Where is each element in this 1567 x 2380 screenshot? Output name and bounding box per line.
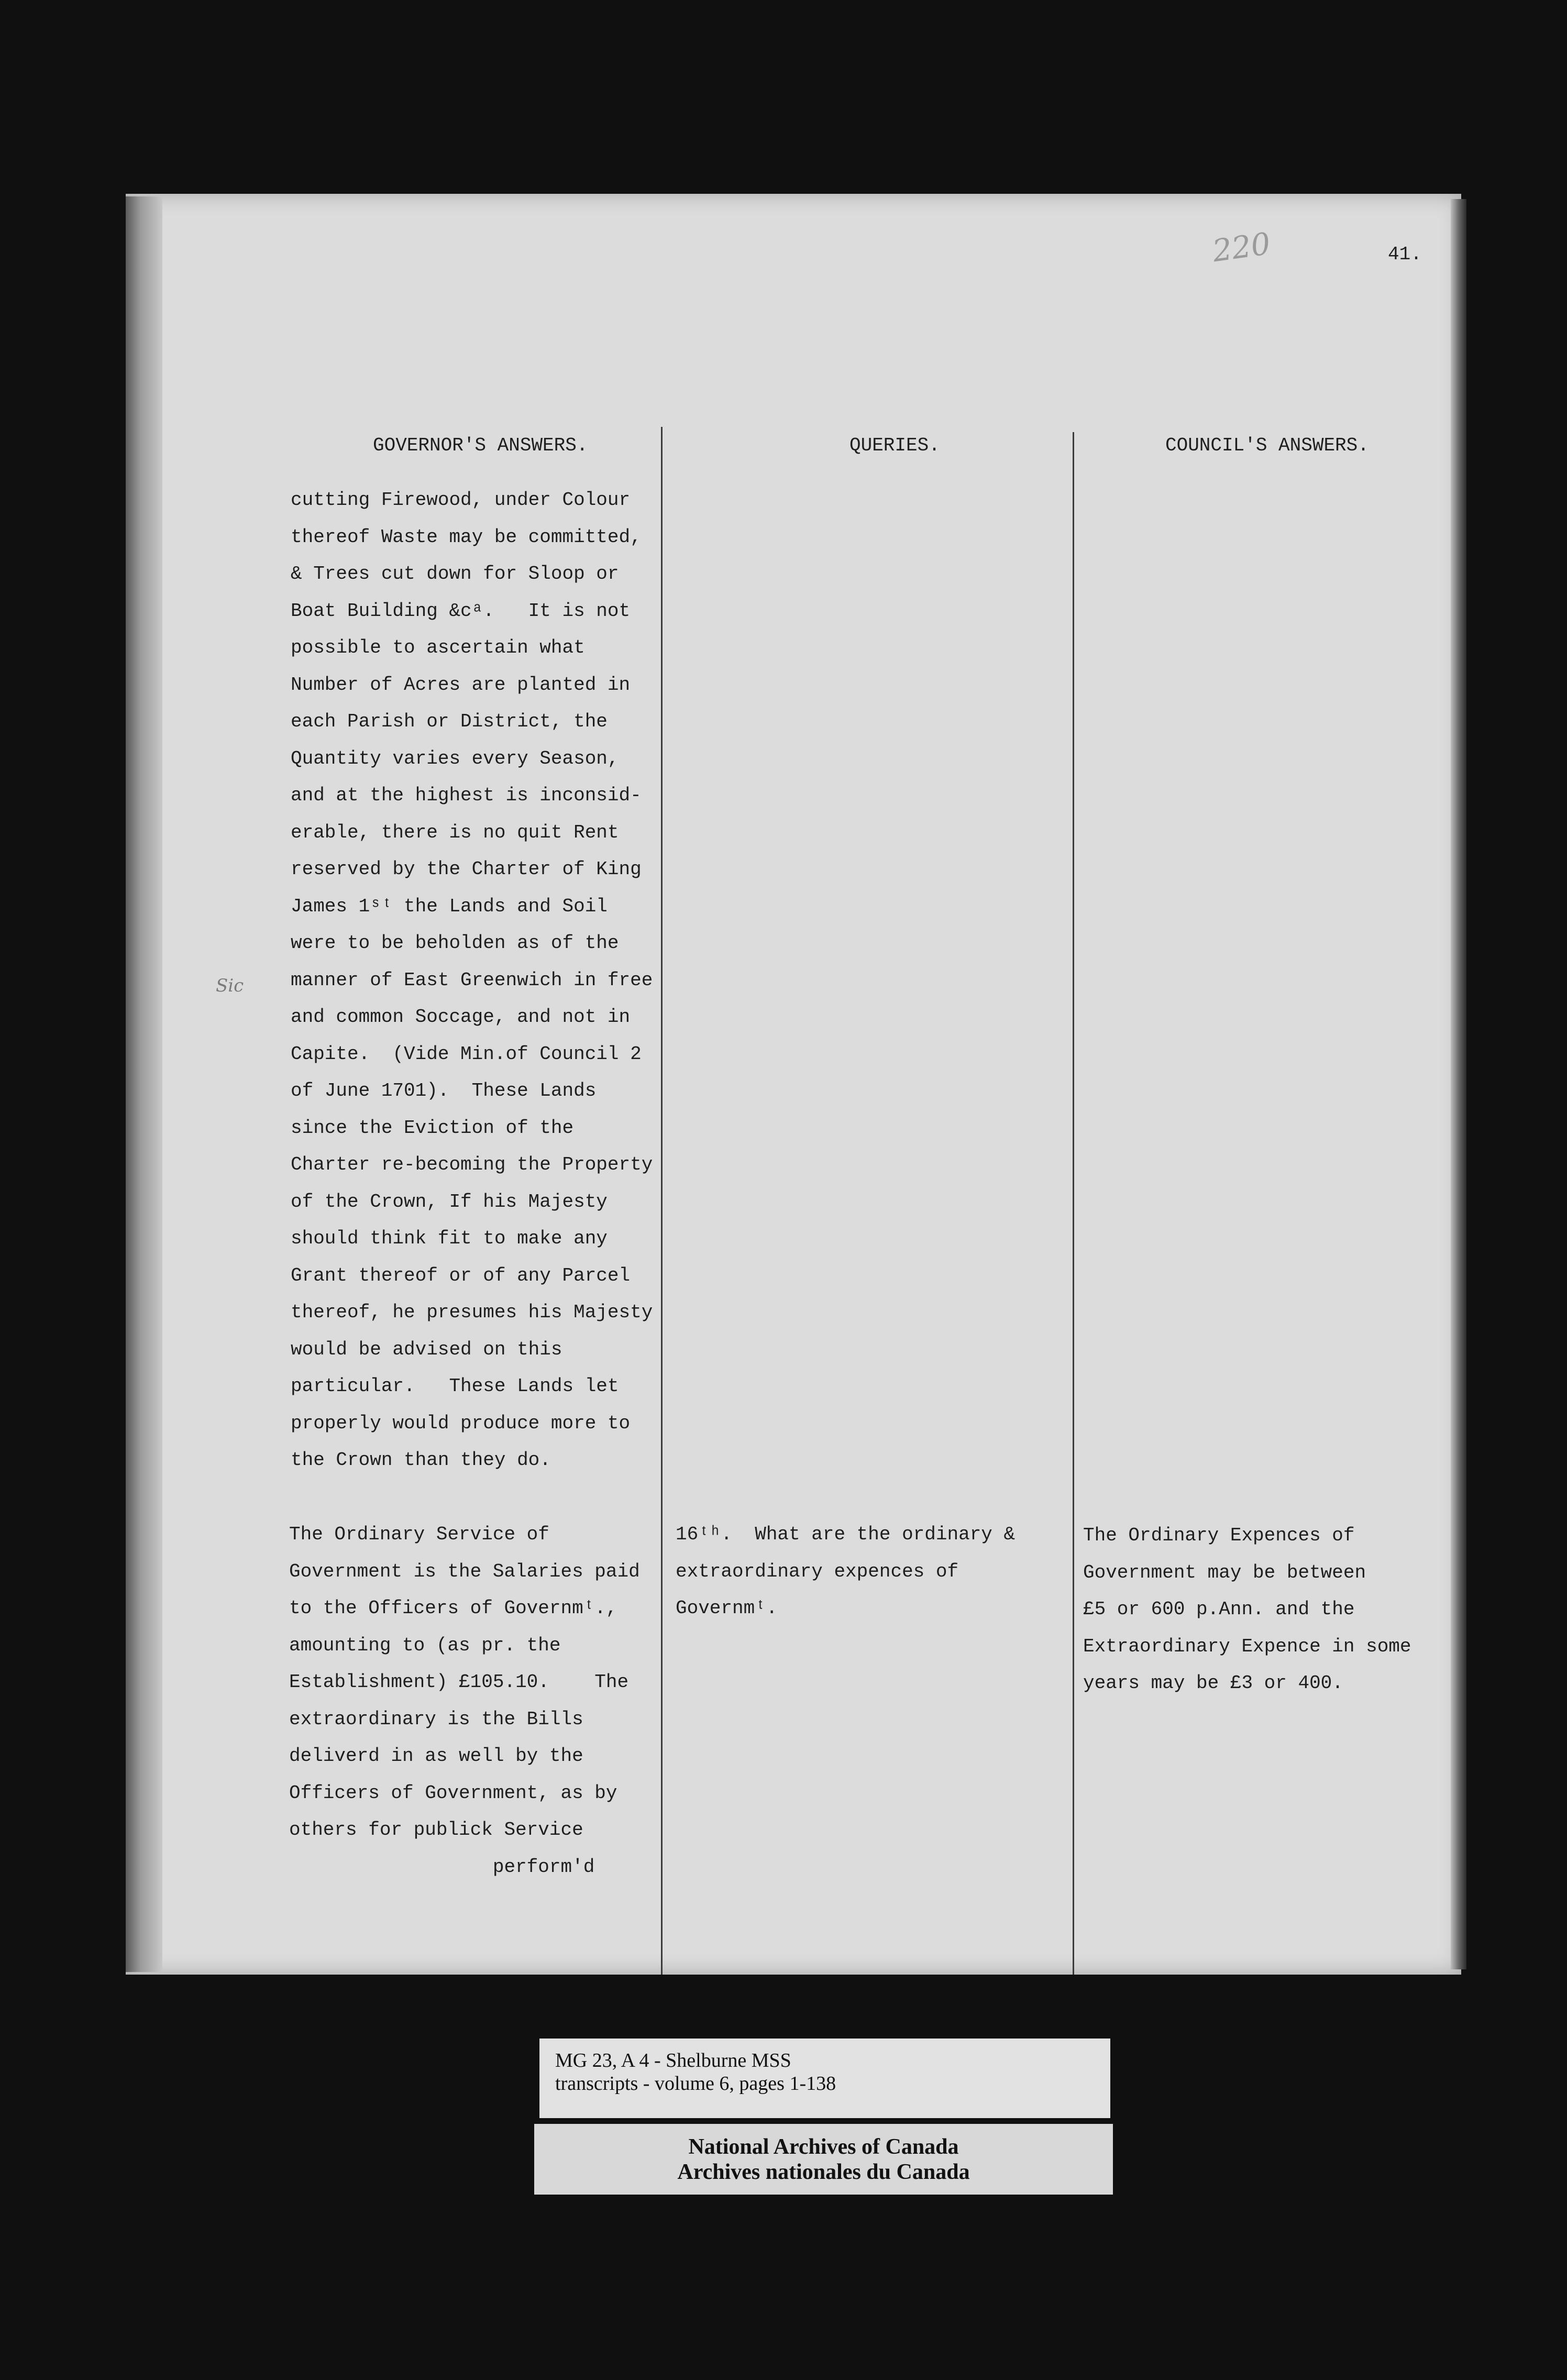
- text-line: each Parish or District, the: [291, 711, 608, 732]
- text-line: reserved by the Charter of King: [291, 858, 642, 880]
- council-answer-16: [1083, 1517, 1411, 1702]
- text-line: should think fit to make any: [291, 1228, 608, 1249]
- text-line: 16ᵗʰ. What are the ordinary &: [676, 1524, 1016, 1545]
- text-line: Grant thereof or of any Parcel: [291, 1264, 631, 1286]
- archive-reference-line-1: MG 23, A 4 - Shelburne MSS: [555, 2050, 791, 2072]
- text-line: Charter re-becoming the Property: [291, 1154, 653, 1175]
- text-line: properly would produce more to: [291, 1412, 631, 1434]
- text-line: deliverd in as well by the: [289, 1745, 583, 1767]
- queries-heading: QUERIES.: [849, 435, 940, 456]
- text-line: manner of East Greenwich in free: [291, 969, 653, 991]
- text-line: extraordinary expences of: [676, 1560, 959, 1582]
- governor-answer-ordinary-service: [289, 1516, 640, 1886]
- text-line: The Ordinary Expences of: [1083, 1525, 1355, 1546]
- text-line: Quantity varies every Season,: [291, 747, 619, 769]
- text-line: and at the highest is inconsid-: [291, 785, 642, 806]
- page-edge-shadow: [1451, 199, 1466, 1969]
- margin-note: Sic: [216, 975, 244, 996]
- institution-name-en: National Archives of Canada: [688, 2135, 959, 2159]
- text-line: Government is the Salaries paid: [289, 1560, 640, 1582]
- archive-institution-label: [534, 2124, 1113, 2195]
- text-line: & Trees cut down for Sloop or: [291, 563, 619, 585]
- text-line: Governmᵗ.: [676, 1597, 778, 1619]
- text-line: Officers of Government, as by: [289, 1782, 617, 1804]
- text-line: of the Crown, If his Majesty: [291, 1191, 608, 1213]
- text-line: cutting Firewood, under Colour: [291, 489, 631, 511]
- text-line: £5 or 600 p.Ann. and the: [1083, 1599, 1355, 1620]
- text-line: James 1ˢᵗ the Lands and Soil: [291, 895, 608, 917]
- text-line: possible to ascertain what: [291, 637, 585, 658]
- archive-reference-label: [539, 2039, 1110, 2118]
- text-line: would be advised on this: [291, 1338, 562, 1360]
- text-line: the Crown than they do.: [291, 1449, 551, 1471]
- text-line: and common Soccage, and not in: [291, 1006, 631, 1028]
- text-line: Establishment) £105.10. The: [289, 1671, 629, 1693]
- text-line: Extraordinary Expence in some: [1083, 1635, 1411, 1657]
- text-line: amounting to (as pr. the: [289, 1634, 561, 1656]
- text-line: The Ordinary Service of: [289, 1524, 549, 1545]
- text-line: Government may be between: [1083, 1561, 1366, 1583]
- column-divider-right: [1073, 432, 1074, 1975]
- governor-answers-heading: GOVERNOR'S ANSWERS.: [373, 435, 588, 456]
- text-line: particular. These Lands let: [291, 1375, 619, 1397]
- institution-name-fr: Archives nationales du Canada: [677, 2160, 970, 2184]
- text-line: Number of Acres are planted in: [291, 674, 631, 696]
- page-spine-shadow: [126, 196, 162, 1972]
- pencil-page-number: 220: [1210, 225, 1273, 269]
- text-line: were to be beholden as of the: [291, 932, 619, 954]
- folio-number: 41.: [1388, 244, 1422, 265]
- text-line: years may be £3 or 400.: [1083, 1672, 1343, 1694]
- query-16: [676, 1516, 1015, 1627]
- text-line: thereof, he presumes his Majesty: [291, 1302, 653, 1323]
- council-answers-heading: COUNCIL'S ANSWERS.: [1165, 435, 1369, 456]
- text-line: since the Eviction of the: [291, 1117, 574, 1139]
- text-line: extraordinary is the Bills: [289, 1708, 583, 1730]
- text-line: of June 1701). These Lands: [291, 1080, 597, 1101]
- archive-reference-line-2: transcripts - volume 6, pages 1-138: [555, 2073, 836, 2095]
- text-line: thereof Waste may be committed,: [291, 526, 642, 548]
- text-line: Boat Building &cᵃ. It is not: [291, 600, 631, 622]
- column-divider-left: [661, 427, 663, 1975]
- text-line: erable, there is no quit Rent: [291, 821, 619, 843]
- text-line: others for publick Service: [289, 1819, 583, 1841]
- text-line: Capite. (Vide Min.of Council 2: [291, 1043, 642, 1065]
- text-line: perform'd: [289, 1856, 595, 1878]
- text-line: to the Officers of Governmᵗ.,: [289, 1597, 617, 1619]
- governor-answer-continued: [291, 482, 653, 1479]
